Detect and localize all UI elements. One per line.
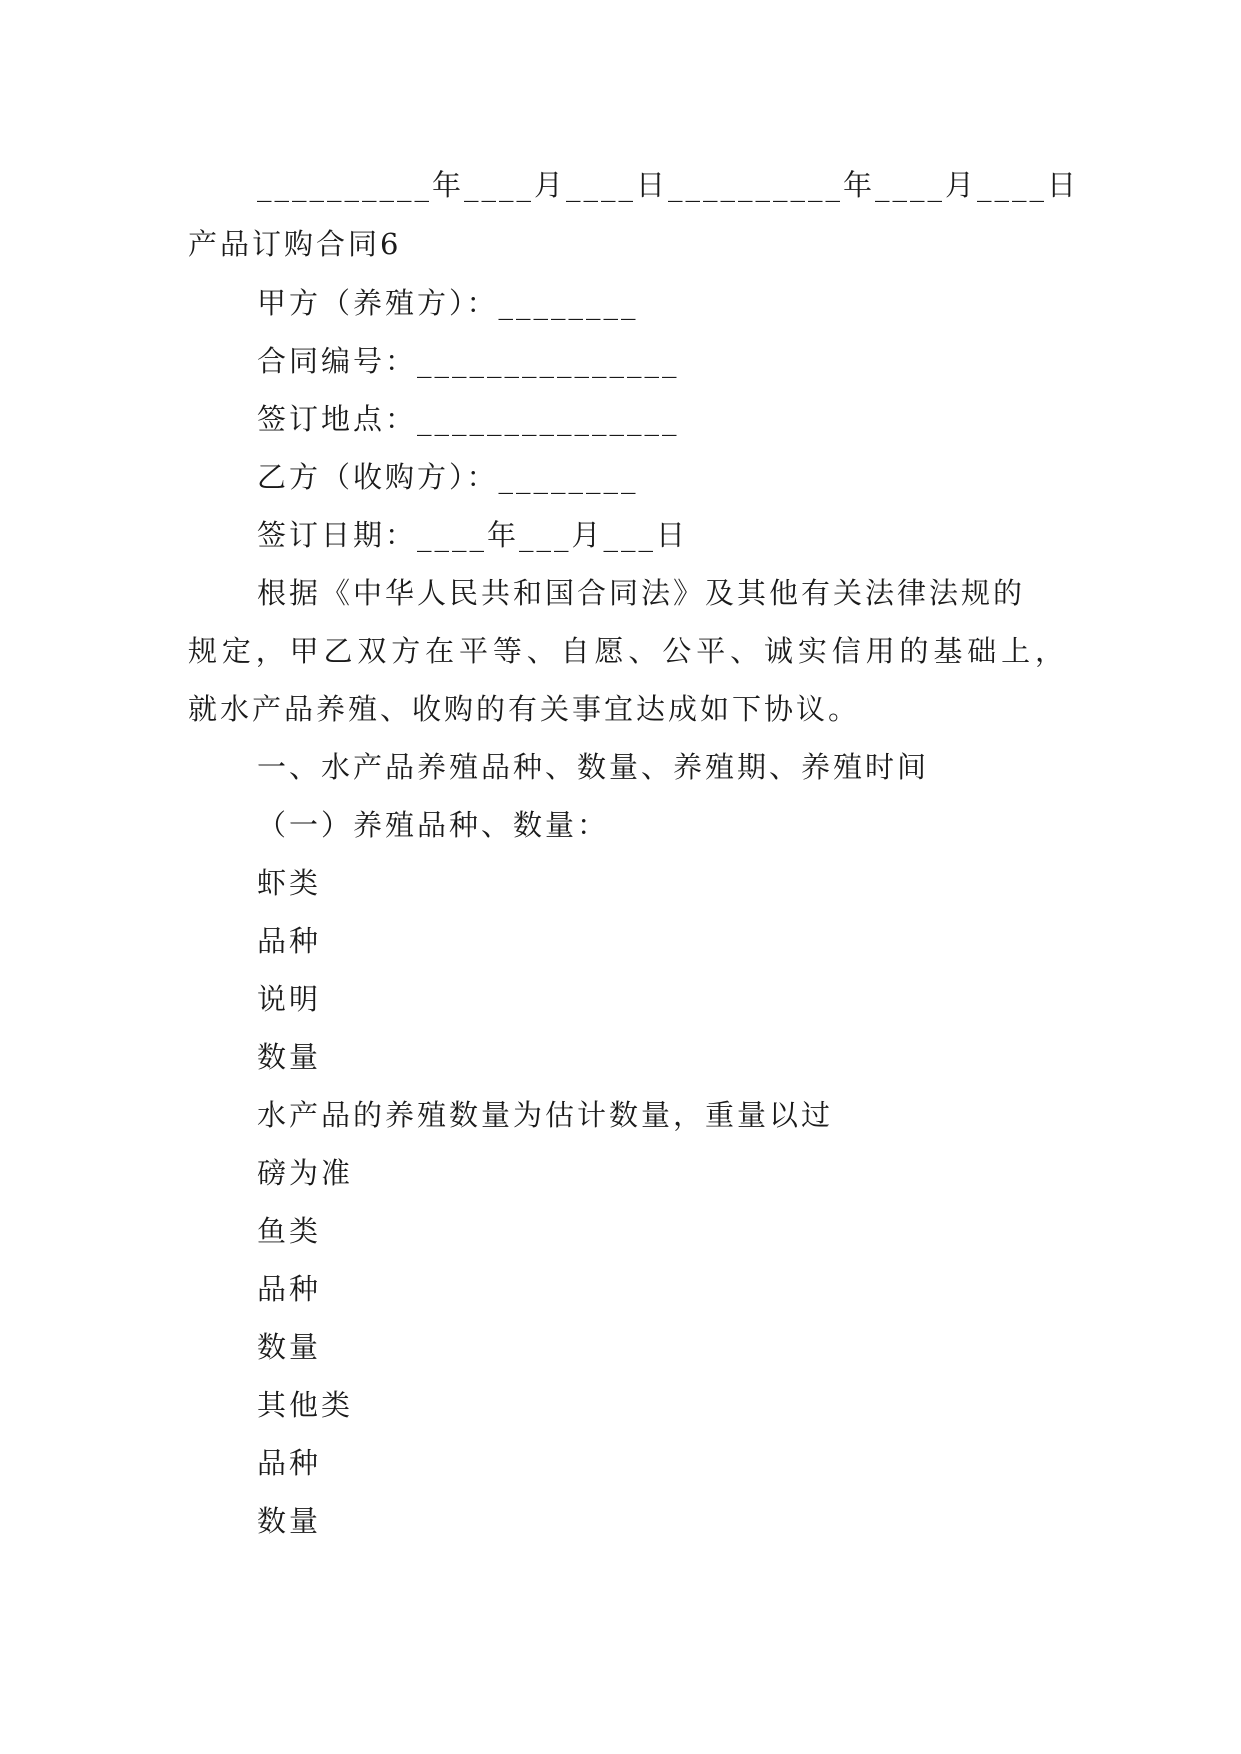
contract-number-line: 合同编号：_______________ [257,344,680,378]
list-item: 数量 [257,1504,322,1538]
list-item: 数量 [257,1330,322,1364]
list-item: 数量 [257,1040,322,1074]
party-a-line: 甲方（养殖方）：________ [257,286,639,320]
signature-date-line: __________年____月____日__________年____月____日 [257,168,1080,202]
list-item: 其他类 [257,1388,354,1422]
paragraph-line: 就水产品养殖、收购的有关事宜达成如下协议。 [188,692,861,726]
list-item: 说明 [257,982,322,1016]
list-item: 水产品的养殖数量为估计数量，重量以过 [257,1098,834,1132]
list-item: 鱼类 [257,1214,322,1248]
list-item: 虾类 [257,866,322,900]
paragraph-line: 规定，甲乙双方在平等、自愿、公平、诚实信用的基础上， [188,634,1064,668]
signing-date-line: 签订日期：____年___月___日 [257,518,689,552]
list-item: 品种 [257,924,322,958]
contract-title: 产品订购合同6 [188,227,402,261]
list-item: 品种 [257,1272,322,1306]
signing-place-line: 签订地点：_______________ [257,402,680,436]
party-b-line: 乙方（收购方）：________ [257,460,639,494]
section-heading: 一、水产品养殖品种、数量、养殖期、养殖时间 [257,750,930,784]
paragraph-line: 根据《中华人民共和国合同法》及其他有关法律法规的 [257,576,1026,610]
list-item: 品种 [257,1446,322,1480]
subsection-heading: （一）养殖品种、数量： [257,808,610,842]
list-item: 磅为准 [257,1156,354,1190]
